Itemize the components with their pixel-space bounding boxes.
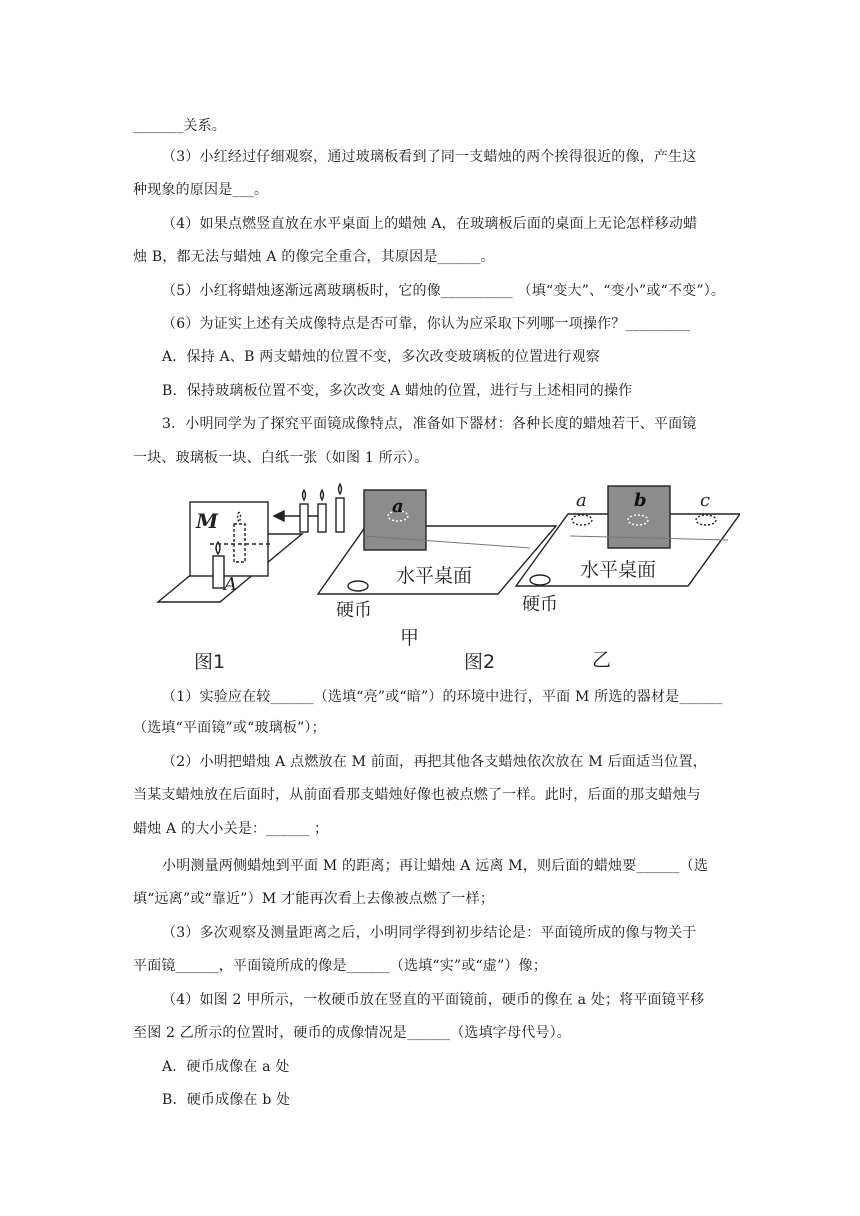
jia-desk-text: 水平桌面: [396, 565, 473, 587]
text-line: 种现象的原因是___。: [133, 182, 269, 198]
text-line: （2）小明把蜡烛 A 点燃放在 M 前面，再把其他各支蜡烛依次放在 M 后面适当位置，: [162, 754, 707, 770]
yi-label-c: c: [700, 490, 711, 511]
text-line: （1）实验应在较______（选填“亮”或“暗”）的环境中进行，平面 M 所选的器材是______: [162, 689, 723, 705]
text-line: 平面镜______，平面镜所成的像是______（选填“实”或“虚”）像；: [133, 958, 548, 974]
text-line: 3．小明同学为了探究平面镜成像特点，准备如下器材：各种长度的蜡烛若干、平面镜: [162, 416, 697, 432]
yi-label: 乙: [592, 649, 612, 671]
text-line: 当某支蜡烛放在后面时，从前面看那支蜡烛好像也被点燃了一样。此时，后面的那支蜡烛与: [133, 787, 701, 803]
yi-coin-text: 硬币: [522, 594, 558, 615]
yi-label-a: a: [576, 490, 587, 511]
jia-coin-text: 硬币: [336, 600, 372, 621]
jia-label: 甲: [400, 627, 420, 649]
jia-label-a: a: [392, 496, 404, 517]
text-line: A．保持 A、B 两支蜡烛的位置不变，多次改变玻璃板的位置进行观察: [162, 349, 601, 365]
flame-a-icon: [216, 542, 220, 554]
spare-candle-icon: [300, 504, 308, 532]
spare-flame-icon: [321, 490, 324, 500]
text-line: （6）为证实上述有关成像特点是否可靠，你认为应采取下列哪一项操作？_________: [162, 316, 691, 332]
text-line: 至图 2 乙所示的位置时，硬币的成像情况是______（选填字母代号）。: [133, 1025, 572, 1041]
text-line: B．保持玻璃板位置不变，多次改变 A 蜡烛的位置，进行与上述相同的操作: [162, 383, 633, 399]
candle-a-icon: [213, 556, 224, 588]
text-line: （3）小红经过仔细观察，通过玻璃板看到了同一支蜡烛的两个挨得很近的像，产生这: [162, 149, 697, 165]
text-line: （选填“平面镜”或“玻璃板”）；: [133, 720, 326, 736]
spare-candle-icon: [318, 504, 326, 532]
text-line: B．硬币成像在 b 处: [162, 1092, 291, 1108]
spare-flame-icon: [303, 490, 306, 500]
text-line: （5）小红将蜡烛逐渐远离玻璃板时，它的像__________ （填“变大”、“变小”或“不变”）。: [162, 283, 726, 299]
spare-flame-icon: [339, 484, 342, 494]
label-a-candle: A: [224, 574, 237, 595]
text-line: 填“远离”或“靠近”）M 才能再次看上去像被点燃了一样；: [133, 891, 495, 907]
arrow-head-icon: [274, 511, 284, 521]
jia-coin-icon: [348, 581, 368, 591]
fig2-caption: 图2: [464, 651, 496, 673]
text-line: 蜡烛 A 的大小关是：______ ；: [133, 821, 329, 837]
text-line: A．硬币成像在 a 处: [162, 1059, 290, 1075]
text-line: 小明测量两侧蜡烛到平面 M 的距离；再让蜡烛 A 远离 M，则后面的蜡烛要______（选: [162, 858, 709, 874]
experiment-figure: [150, 478, 740, 678]
text-line: 烛 B，都无法与蜡烛 A 的像完全重合，其原因是______。: [133, 249, 495, 265]
experiment-figure-svg: [150, 478, 740, 678]
text-line: （4）如图 2 甲所示，一枚硬币放在竖直的平面镜前，硬币的像在 a 处；将平面镜平移: [162, 992, 705, 1008]
text-line: 一块、玻璃板一块、白纸一张（如图 1 所示）。: [133, 450, 429, 466]
text-line: （4）如果点燃竖直放在水平桌面上的蜡烛 A，在玻璃板后面的桌面上无论怎样移动蜡: [162, 216, 698, 232]
yi-label-b: b: [634, 490, 647, 511]
yi-desk-text: 水平桌面: [580, 559, 657, 581]
text-line: （3）多次观察及测量距离之后，小明同学得到初步结论是：平面镜所成的像与物关于: [162, 925, 697, 941]
figure1: [158, 484, 344, 602]
label-m: M: [196, 509, 219, 533]
yi-coin-icon: [530, 575, 550, 585]
spare-candle-icon: [336, 498, 344, 532]
fig1-caption: 图1: [194, 651, 226, 673]
text-line: _______关系。: [133, 118, 226, 134]
